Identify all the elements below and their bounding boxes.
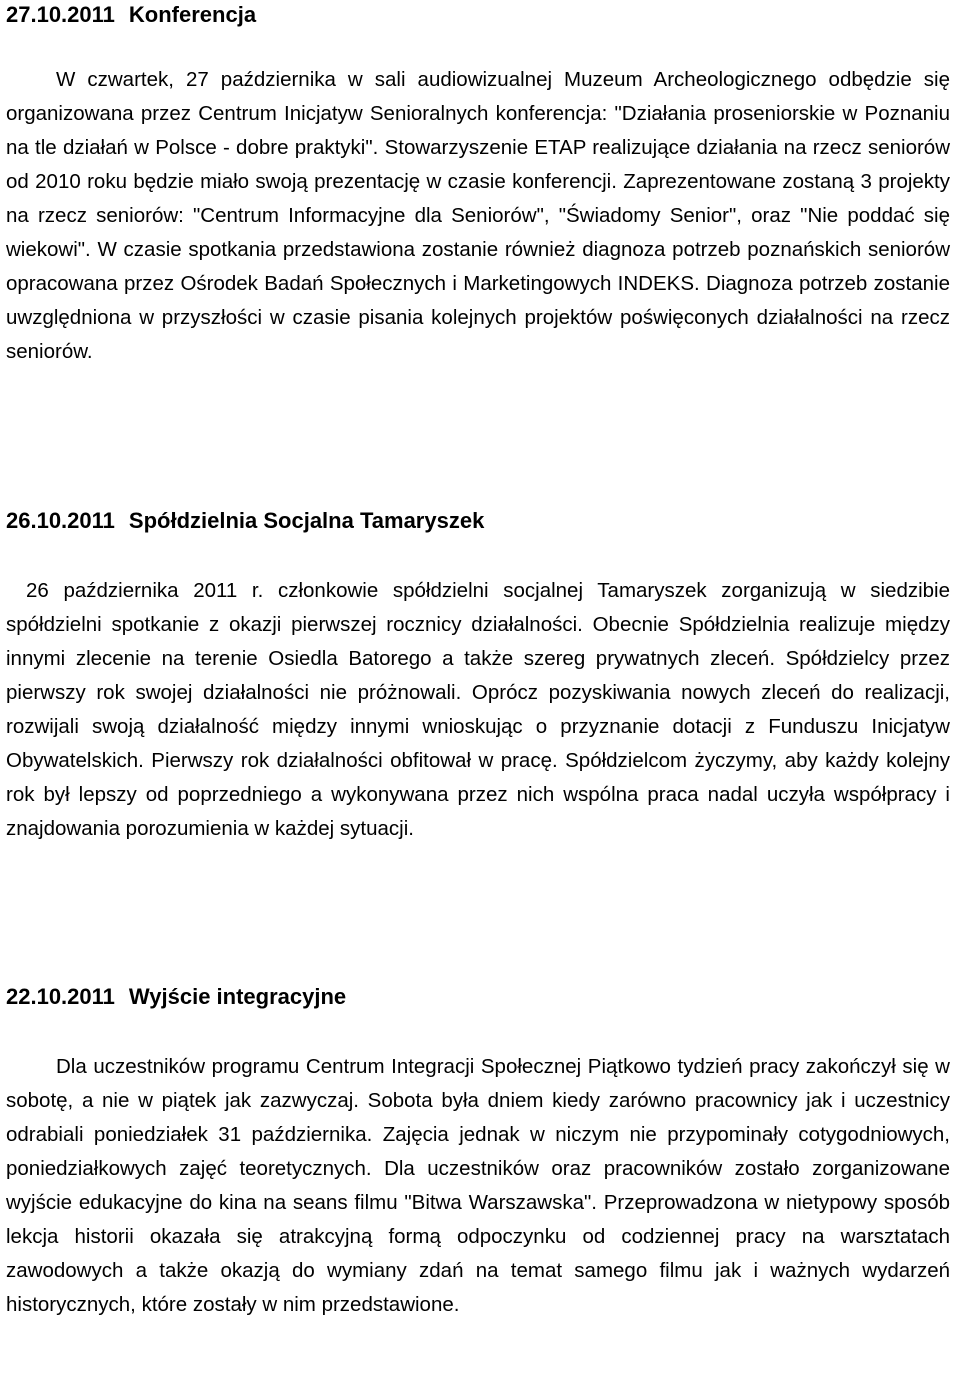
news-entry: [6, 0, 950, 369]
entry-body: Dla uczestników programu Centrum Integracji Społecznej Piątkowo tydzień pracy zakończył się w sobotę, a nie w piątek jak zazwyczaj. Sobota była dniem kiedy zarówno pracownicy jak i uczestnicy odrabiali poniedziałek 31 października. Zajęcia jednak w niczym nie przypominały cotygodniowych, poniedziałkowych zajęć teoretycznych. Dla uczestników oraz pracowników zostało zorganizowane wyjście edukacyjne do kina na seans filmu "Bitwa Warszawska". Przeprowadzona w nietypowy sposób lekcja historii okazała się atrakcyjną formą odpoczynku od codziennej pracy na warsztatach zawodowych a także okazją do wymiany zdań na temat samego filmu jak i ważnych wydarzeń historycznych, które zostały w nim przedstawione.: [6, 1055, 950, 1316]
entry-heading: [6, 982, 950, 1012]
entry-title: Konferencja: [128, 2, 257, 27]
entry-body: 26 października 2011 r. członkowie spółdzielni socjalnej Tamaryszek zorganizują w siedzibie spółdzielni spotkanie z okazji pierwszej rocznicy działalności. Obecnie Spółdzielnia realizuje między innymi zlecenie na terenie Osiedla Batorego a także szereg prywatnych zleceń. Spółdzielcy przez pierwszy rok swojej działalności nie próżnowali. Oprócz pozyskiwania nowych zleceń do realizacji, rozwijali swoją działalność między innymi wnioskując o przyznanie dotacji z Funduszu Inicjatyw Obywatelskich. Pierwszy rok działalności obfitował w pracę. Spółdzielcom życzymy, aby każdy kolejny rok był lepszy od poprzedniego a wykonywana przez nich wspólna praca nadal uczyła współpracy i znajdowania porozumienia w każdej sytuacji.: [6, 579, 950, 840]
entry-title: Spółdzielnia Socjalna Tamaryszek: [128, 508, 485, 533]
entry-heading: [6, 0, 950, 30]
entry-body: W czwartek, 27 października w sali audiowizualnej Muzeum Archeologicznego odbędzie się organizowana przez Centrum Inicjatyw Senioralnych konferencja: "Działania proseniorskie w Poznaniu na tle działań w Polsce - dobre praktyki". Stowarzyszenie ETAP realizujące działania na rzecz seniorów od 2010 roku będzie miało swoją prezentację w czasie konferencji. Zaprezentowane zostaną 3 projekty na rzecz seniorów: "Centrum Informacyjne dla Seniorów", "Świadomy Senior", oraz "Nie poddać się wiekowi". W czasie spotkania przedstawiona zostanie również diagnoza potrzeb poznańskich seniorów opracowana przez Ośrodek Badań Społecznych i Marketingowych INDEKS. Diagnoza potrzeb zostanie uwzględniona w przyszłości w czasie pisania kolejnych projektów poświęconych działalności na rzecz seniorów.: [6, 68, 950, 363]
news-entry: [6, 506, 950, 846]
entry-date: 22.10.2011: [6, 984, 115, 1009]
entry-title: Wyjście integracyjne: [128, 984, 347, 1009]
entry-heading: [6, 506, 950, 536]
entry-date: 26.10.2011: [6, 508, 115, 533]
news-entry: [6, 982, 950, 1322]
entry-date: 27.10.2011: [6, 2, 115, 27]
